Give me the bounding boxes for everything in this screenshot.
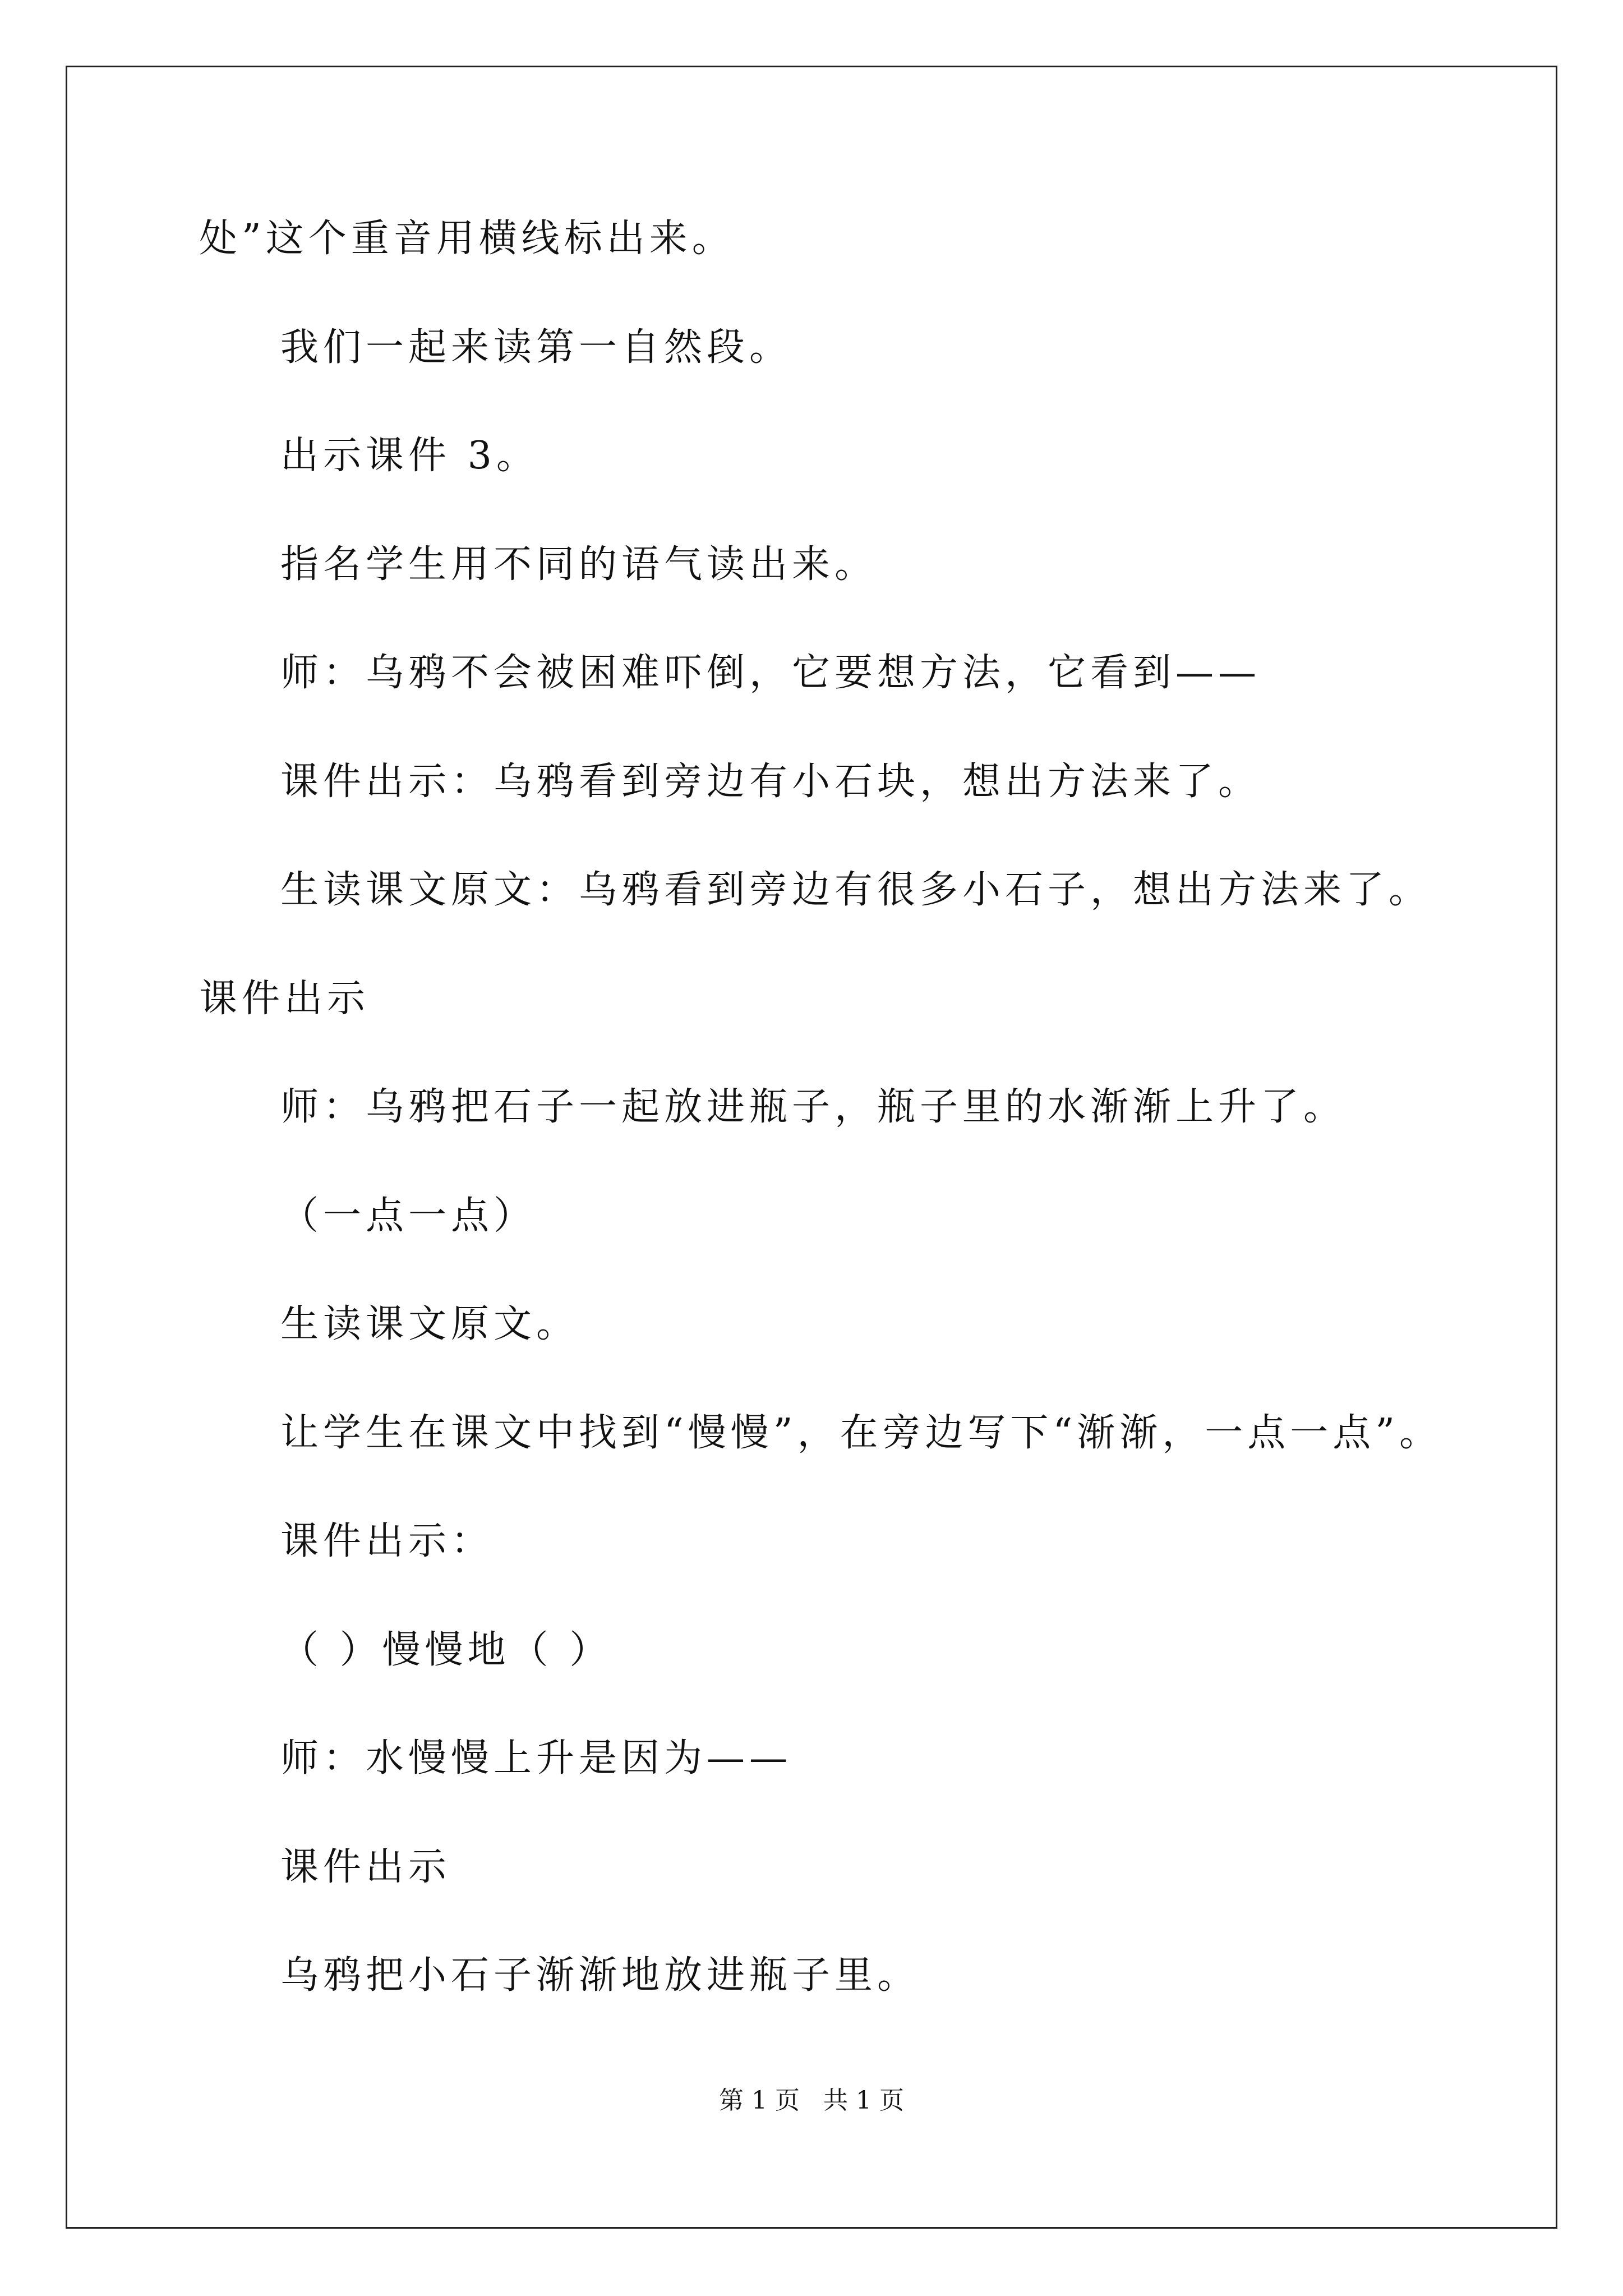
paragraph-line: 处”这个重音用横线标出来。 bbox=[199, 217, 735, 261]
paragraph-line: 课件出示： bbox=[280, 1519, 494, 1563]
paragraph-line: （ ）慢慢地（ ） bbox=[280, 1628, 612, 1672]
paragraph-line: 师：乌鸦不会被困难吓倒，它要想方法，它看到—— bbox=[280, 651, 1261, 695]
paragraph-line: 课件出示：乌鸦看到旁边有小石块，想出方法来了。 bbox=[280, 760, 1261, 804]
paragraph-line: 指名学生用不同的语气读出来。 bbox=[280, 542, 878, 587]
paragraph-line: 生读课文原文。 bbox=[280, 1302, 579, 1346]
paragraph-line: （一点一点） bbox=[280, 1194, 537, 1238]
paragraph-line: 出示课件 3。 bbox=[280, 434, 539, 478]
paragraph-line: 生读课文原文：乌鸦看到旁边有很多小石子，想出方法来了。 bbox=[280, 868, 1432, 912]
paragraph-line: 课件出示 bbox=[280, 1845, 451, 1889]
paragraph-line: 让学生在课文中找到“慢慢”，在旁边写下“渐渐，一点一点”。 bbox=[280, 1411, 1442, 1455]
paragraph-line: 我们一起来读第一自然段。 bbox=[280, 325, 792, 370]
paragraph-line: 师：乌鸦把石子一起放进瓶子，瓶子里的水渐渐上升了。 bbox=[280, 1085, 1347, 1129]
page-number-footer: 第 1 页 共 1 页 bbox=[719, 2086, 904, 2115]
paragraph-line: 乌鸦把小石子渐渐地放进瓶子里。 bbox=[280, 1953, 920, 1998]
paragraph-line: 师：水慢慢上升是因为—— bbox=[280, 1736, 792, 1780]
page-border bbox=[66, 66, 1557, 2229]
paragraph-line: 课件出示 bbox=[199, 977, 370, 1021]
